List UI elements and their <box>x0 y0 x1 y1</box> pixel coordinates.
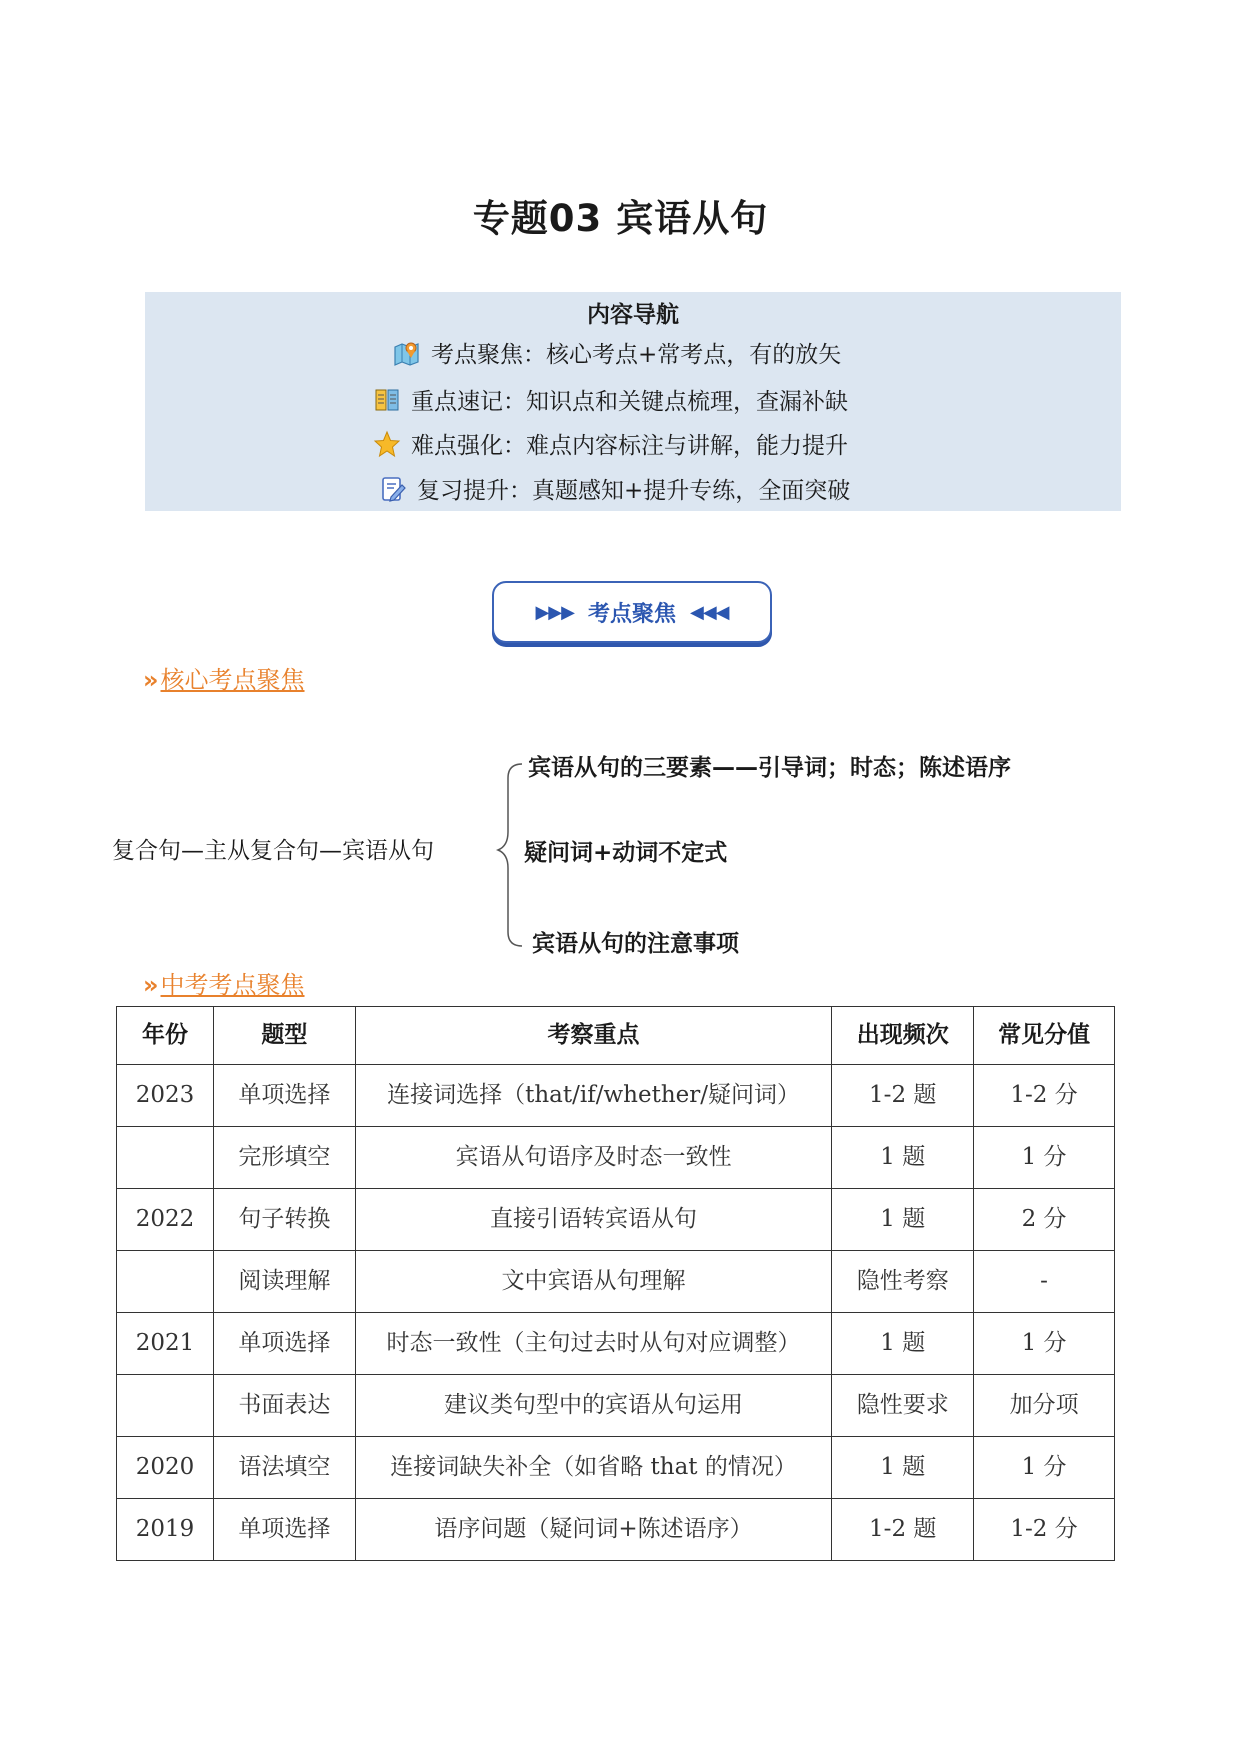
type-cell: 完形填空 <box>213 1127 355 1189</box>
score-cell: 1 分 <box>974 1437 1115 1499</box>
header-cell: 题型 <box>213 1007 355 1065</box>
nav-item-review <box>379 472 850 505</box>
focus-cell: 时态一致性（主句过去时从句对应调整） <box>355 1313 832 1375</box>
score-cell: 2 分 <box>974 1189 1115 1251</box>
frequency-cell: 1 题 <box>832 1127 974 1189</box>
year-cell: 2020 <box>117 1437 214 1499</box>
type-cell: 语法填空 <box>213 1437 355 1499</box>
nav-item-memorize <box>373 383 848 416</box>
score-cell: 加分项 <box>974 1375 1115 1437</box>
tree-branch: 宾语从句的注意事项 <box>532 931 739 957</box>
table-row <box>117 1499 1115 1561</box>
focus-cell: 直接引语转宾语从句 <box>355 1189 832 1251</box>
header-cell: 考察重点 <box>355 1007 832 1065</box>
focus-cell: 语序问题（疑问词+陈述语序） <box>355 1499 832 1561</box>
type-cell: 单项选择 <box>213 1065 355 1127</box>
table-row <box>117 1189 1115 1251</box>
book-icon <box>373 386 401 414</box>
table-row <box>117 1313 1115 1375</box>
type-cell: 单项选择 <box>213 1313 355 1375</box>
nav-item-text: 重点速记：知识点和关键点梳理，查漏补缺 <box>411 389 848 415</box>
score-cell: 1 分 <box>974 1127 1115 1189</box>
focus-cell: 宾语从句语序及时态一致性 <box>355 1127 832 1189</box>
double-chevron-icon: » <box>143 971 159 999</box>
nav-item-text: 复习提升：真题感知+提升专练，全面突破 <box>417 478 851 504</box>
content-navigation-box <box>145 292 1121 511</box>
frequency-cell: 1-2 题 <box>832 1499 974 1561</box>
triple-right-arrow-icon: ▶▶▶ <box>535 601 574 623</box>
triple-left-arrow-icon: ◀◀◀ <box>690 601 729 623</box>
table-row <box>117 1437 1115 1499</box>
frequency-cell: 隐性考察 <box>832 1251 974 1313</box>
exam-points-table <box>116 1006 1115 1561</box>
edit-icon <box>379 475 407 503</box>
nav-heading: 内容导航 <box>587 302 679 328</box>
star-icon <box>373 430 401 458</box>
table-header-row <box>117 1007 1115 1065</box>
score-cell: 1-2 分 <box>974 1065 1115 1127</box>
nav-item-text: 考点聚焦：核心考点+常考点，有的放矢 <box>431 342 842 368</box>
score-cell: - <box>974 1251 1115 1313</box>
nav-item-text: 难点强化：难点内容标注与讲解，能力提升 <box>411 433 848 459</box>
focus-cell: 建议类句型中的宾语从句运用 <box>355 1375 832 1437</box>
frequency-cell: 1 题 <box>832 1189 974 1251</box>
type-cell: 书面表达 <box>213 1375 355 1437</box>
year-cell <box>117 1375 214 1437</box>
tree-branch: 宾语从句的三要素——引导词；时态；陈述语序 <box>528 755 1011 781</box>
banner-label: 考点聚焦 <box>587 601 676 627</box>
year-cell: 2021 <box>117 1313 214 1375</box>
score-cell: 1 分 <box>974 1313 1115 1375</box>
score-cell: 1-2 分 <box>974 1499 1115 1561</box>
header-cell: 出现频次 <box>832 1007 974 1065</box>
page-title: 专题03 宾语从句 <box>472 197 769 240</box>
tree-root: 复合句—主从复合句—宾语从句 <box>112 838 434 864</box>
frequency-cell: 1 题 <box>832 1313 974 1375</box>
frequency-cell: 1 题 <box>832 1437 974 1499</box>
exam-focus-heading: »中考考点聚焦 <box>143 971 305 999</box>
frequency-cell: 1-2 题 <box>832 1065 974 1127</box>
type-cell: 句子转换 <box>213 1189 355 1251</box>
header-cell: 年份 <box>117 1007 214 1065</box>
focus-cell: 连接词缺失补全（如省略 that 的情况） <box>355 1437 832 1499</box>
frequency-cell: 隐性要求 <box>832 1375 974 1437</box>
type-cell: 单项选择 <box>213 1499 355 1561</box>
focus-cell: 文中宾语从句理解 <box>355 1251 832 1313</box>
year-cell <box>117 1251 214 1313</box>
focus-cell: 连接词选择（that/if/whether/疑问词） <box>355 1065 832 1127</box>
year-cell: 2022 <box>117 1189 214 1251</box>
section-banner <box>492 581 772 643</box>
map-pin-icon <box>393 339 421 367</box>
year-cell <box>117 1127 214 1189</box>
nav-item-strengthen <box>373 427 848 460</box>
header-cell: 常见分值 <box>974 1007 1115 1065</box>
double-chevron-icon: » <box>143 666 159 694</box>
core-focus-heading: »核心考点聚焦 <box>143 666 305 694</box>
nav-item-focus <box>393 336 841 369</box>
year-cell: 2023 <box>117 1065 214 1127</box>
table-row <box>117 1127 1115 1189</box>
table-row <box>117 1065 1115 1127</box>
year-cell: 2019 <box>117 1499 214 1561</box>
table-row <box>117 1375 1115 1437</box>
tree-branch: 疑问词+动词不定式 <box>524 840 728 866</box>
table-row <box>117 1251 1115 1313</box>
type-cell: 阅读理解 <box>213 1251 355 1313</box>
